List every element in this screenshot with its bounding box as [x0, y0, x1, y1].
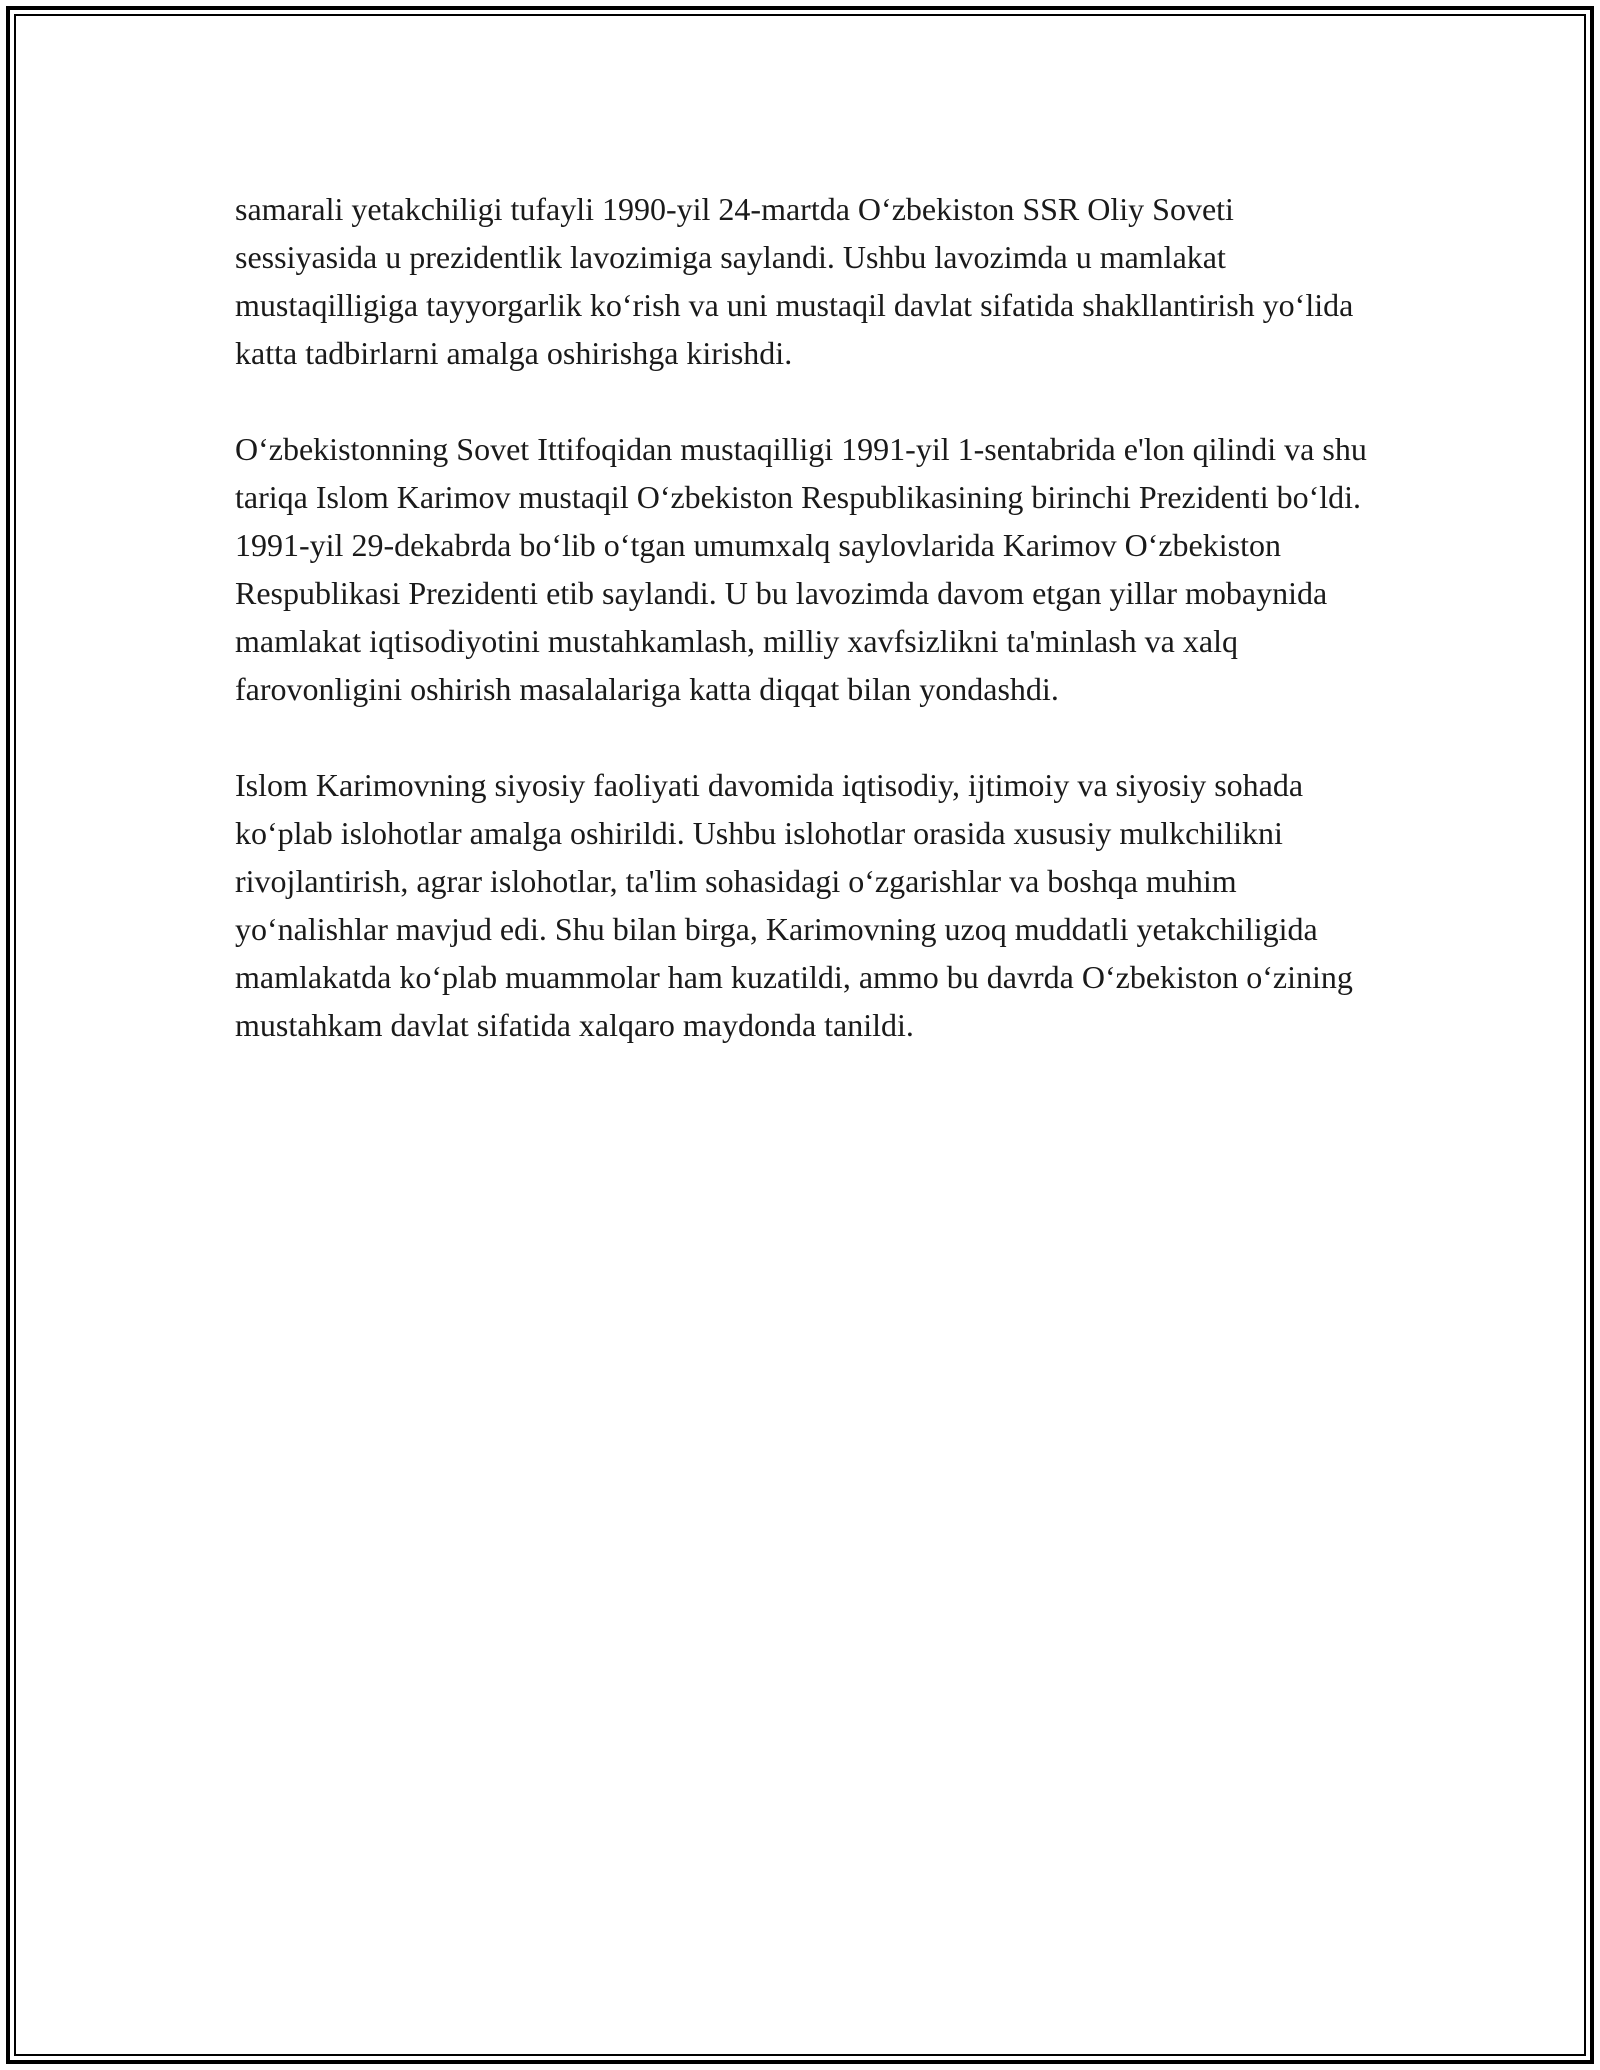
- paragraph-3: Islom Karimovning siyosiy faoliyati davomida iqtisodiy, ijtimoiy va siyosiy sohada ko‘plab islohotlar amalga oshirildi. Ushbu islohotlar orasida xususiy mulkchilikni rivojlantirish, agrar islohotlar, ta'lim sohasidagi o‘zgarishlar va boshqa muhim yo‘nalishlar mavjud edi. Shu bilan birga, Karimovning uzoq muddatli yetakchiligida mamlakatda ko‘plab muammolar ham kuzatildi, ammo bu davrda O‘zbekiston o‘zining mustahkam davlat sifatida xalqaro maydonda tanildi.: [235, 767, 1353, 1043]
- document-body: [235, 185, 1370, 1097]
- paragraph-1: samarali yetakchiligi tufayli 1990-yil 24-martda O‘zbekiston SSR Oliy Soveti sessiyasida u prezidentlik lavozimiga saylandi. Ushbu lavozimda u mamlakat mustaqilligiga tayyorgarlik ko‘rish va uni mustaqil davlat sifatida shakllantirish yo‘lida katta tadbirlarni amalga oshirishga kirishdi.: [235, 191, 1354, 371]
- paragraph-2: O‘zbekistonning Sovet Ittifoqidan mustaqilligi 1991-yil 1-sentabrida e'lon qilindi va shu tariqa Islom Karimov mustaqil O‘zbekiston Respublikasining birinchi Prezidenti bo‘ldi. 1991-yil 29-dekabrda bo‘lib o‘tgan umumxalq saylovlarida Karimov O‘zbekiston Respublikasi Prezidenti etib saylandi. U bu lavozimda davom etgan yillar mobaynida mamlakat iqtisodiyotini mustahkamlash, milliy xavfsizlikni ta'minlash va xalq farovonligini oshirish masalalariga katta diqqat bilan yondashdi.: [235, 431, 1367, 707]
